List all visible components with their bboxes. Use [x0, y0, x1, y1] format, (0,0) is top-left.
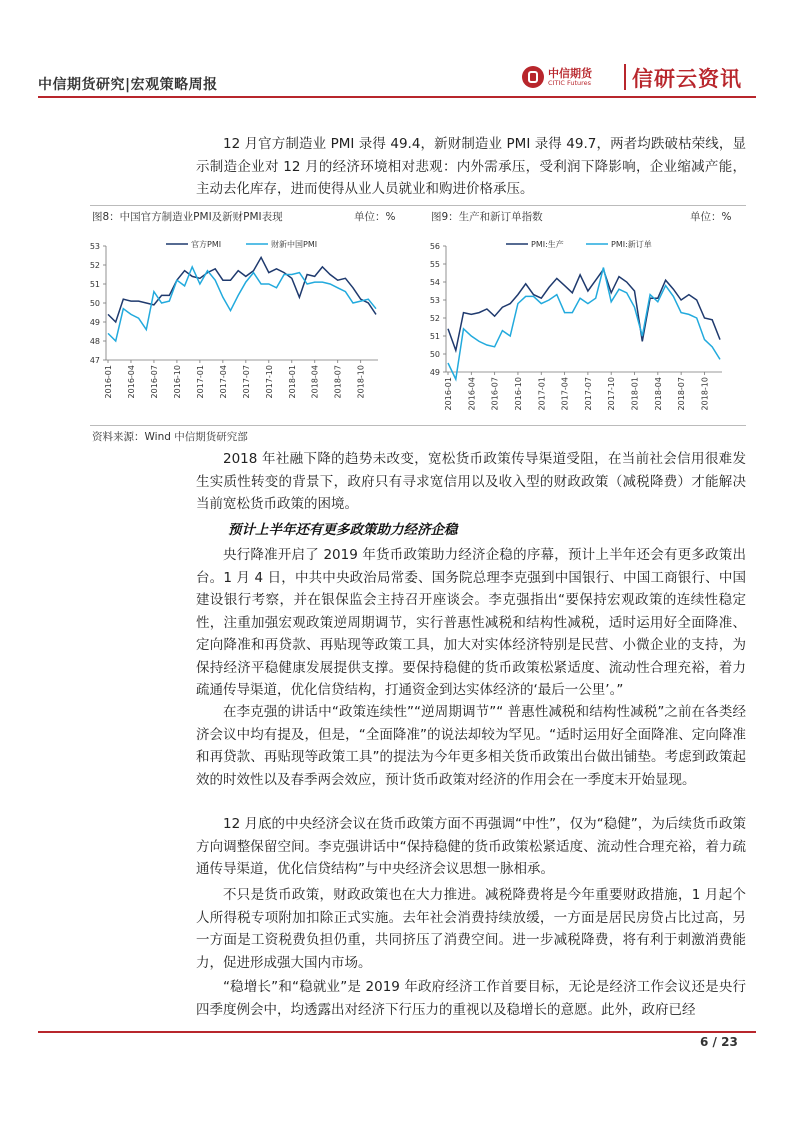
- y-tick-label: 50: [429, 350, 440, 359]
- x-tick-label: 2016-04: [126, 365, 136, 399]
- y-tick-label: 53: [89, 242, 100, 251]
- x-tick-label: 2018-07: [333, 365, 343, 399]
- figure-9-caption: 图9：生产和新订单指数: [431, 211, 543, 223]
- paragraph-6: 不只是货币政策，财政政策也在大力推进。减税降费将是今年重要财政措施，1 月起个人所得税专项附加扣除正式实施。去年社会消费持续放缓，一方面是居民房贷占比过高，另一方面是工资税费负担仍重，共同挤压了消费空间。进一步减税降费，将有利于刺激消费能力，促进形成强大国内市场。: [196, 887, 746, 971]
- x-tick-label: 2017-07: [583, 377, 593, 411]
- x-tick-label: 2018-04: [310, 365, 320, 399]
- y-tick-label: 50: [89, 299, 100, 308]
- section-subheading: 预计上半年还有更多政策助力经济企稳: [228, 522, 458, 538]
- x-tick-label: 2017-04: [560, 377, 570, 411]
- legend-label-2: PMI:新订单: [611, 240, 652, 249]
- x-tick-label: 2017-01: [537, 377, 547, 411]
- x-tick-label: 2016-10: [513, 377, 523, 411]
- chart-pmi: [80, 232, 390, 420]
- figure-9-unit: 单位：%: [690, 211, 732, 223]
- x-tick-label: 2017-10: [607, 377, 617, 411]
- figure-bottom-rule: [90, 425, 746, 426]
- x-tick-label: 2017-07: [241, 365, 251, 399]
- x-tick-label: 2016-10: [172, 365, 182, 399]
- x-tick-label: 2018-04: [653, 377, 663, 411]
- x-tick-label: 2018-01: [630, 377, 640, 411]
- legend-label-2: 财新中国PMI: [271, 240, 318, 249]
- page-number: 6 / 23: [700, 1035, 738, 1049]
- footer-rule: [38, 1031, 756, 1033]
- legend-label-1: 官方PMI: [191, 240, 222, 249]
- y-tick-label: 56: [429, 242, 440, 251]
- paragraph-2: 2018 年社融下降的趋势未改变，宽松货币政策传导渠道受阻，在当前社会信用很难发生实质性转变的背景下，政府只有寻求宽信用以及收入型的财政政策（减税降费）才能解决当前宽松货币政策的困境。: [196, 451, 746, 512]
- x-tick-label: 2017-01: [195, 365, 205, 399]
- citic-seal-icon: [522, 66, 544, 88]
- y-tick-label: 55: [429, 260, 440, 269]
- paragraph-3: 央行降准开启了 2019 年货币政策助力经济企稳的序幕，预计上半年还会有更多政策出台。1 月 4 日，中共中央政治局常委、国务院总理李克强到中国银行、中国工商银行、中国建设银行考察，并在银保监会主持召开座谈会。李克强指出“要保持宏观政策的连续性稳定性，注重加强宏观政策逆周期调节，实行普惠性减税和结构性减税，适时运用好全面降准、定向降准和再贷款、再贴现等政策工具，加大对实体经济特别是民营、小微企业的支持，为保持经济平稳健康发展提供支撑。要保持稳健的货币政策松紧适度、流动性合理充裕，着力疏通传导渠道，优化信贷结构，打通资金到达实体经济的‘最后一公里’。”: [196, 547, 746, 698]
- paragraph-5: 12 月底的中央经济会议在货币政策方面不再强调“中性”，仅为“稳健”，为后续货币政策方向调整保留空间。李克强讲话中“保持稳健的货币政策松紧适度、流动性合理充裕，着力疏通传导渠道，优化信贷结构”与中央经济会议思想一脉相承。: [196, 816, 746, 877]
- figure-source: 资料来源：Wind 中信期货研究部: [92, 431, 248, 443]
- y-tick-label: 51: [429, 332, 440, 341]
- x-tick-label: 2018-07: [677, 377, 687, 411]
- paragraph-1: 12 月官方制造业 PMI 录得 49.4，新财制造业 PMI 录得 49.7，两者均跌破枯荣线，显示制造企业对 12 月的经济环境相对悲观：内外需承压，受利润下降影响，企业缩减产能，主动去化库存，进而使得从业人员就业和购进价格承压。: [196, 136, 746, 197]
- y-tick-label: 47: [89, 356, 100, 365]
- x-tick-label: 2016-04: [467, 377, 477, 411]
- y-tick-label: 52: [429, 314, 440, 323]
- figure-top-rule: [90, 205, 746, 206]
- y-tick-label: 51: [89, 280, 100, 289]
- x-tick-label: 2018-10: [356, 365, 366, 399]
- header-rule: [38, 96, 756, 98]
- x-tick-label: 2016-01: [104, 365, 113, 399]
- x-tick-label: 2016-07: [490, 377, 500, 411]
- x-tick-label: 2016-07: [149, 365, 159, 399]
- x-tick-label: 2016-01: [444, 377, 453, 411]
- x-tick-label: 2017-10: [264, 365, 274, 399]
- brand-cn: 中信期货: [548, 67, 592, 80]
- y-tick-label: 54: [429, 278, 440, 287]
- figure-8-caption: 图8：中国官方制造业PMI及新财PMI表现: [92, 211, 283, 223]
- paragraph-7: “稳增长”和“稳就业”是 2019 年政府经济工作首要目标，无论是经济工作会议还是央行四季度例会中，均透露出对经济下行压力的重视以及稳增长的意愿。此外，政府已经: [196, 979, 746, 1018]
- x-tick-label: 2017-04: [218, 365, 228, 399]
- header-title: 中信期货研究|宏观策略周报: [38, 77, 218, 93]
- legend-label-1: PMI:生产: [531, 240, 564, 249]
- paragraph-4: 在李克强的讲话中“政策连续性”“逆周期调节”“ 普惠性减税和结构性减税”之前在各类经济会议中均有提及，但是，“全面降准”的说法却较为罕见。“适时运用好全面降准、定向降准和再贷款、再贴现等政策工具”的提法为今年更多相关货币政策出台做出铺垫。考虑到政策起效的时效性以及春季两会效应，预计货币政策对经济的作用会在一季度末开始显现。: [196, 704, 746, 788]
- figure-8-unit: 单位：%: [354, 211, 396, 223]
- brand-name: 信研云资讯: [632, 67, 742, 91]
- brand-en: CITIC Futures: [548, 79, 592, 87]
- x-tick-label: 2018-10: [700, 377, 710, 411]
- brand-logo: [522, 62, 762, 92]
- brand-divider: [624, 64, 626, 90]
- chart-production-orders: [420, 232, 740, 420]
- y-tick-label: 49: [429, 368, 440, 377]
- y-tick-label: 53: [429, 296, 440, 305]
- y-tick-label: 52: [89, 261, 100, 270]
- y-tick-label: 48: [89, 337, 100, 346]
- x-tick-label: 2018-01: [287, 365, 297, 399]
- y-tick-label: 49: [89, 318, 100, 327]
